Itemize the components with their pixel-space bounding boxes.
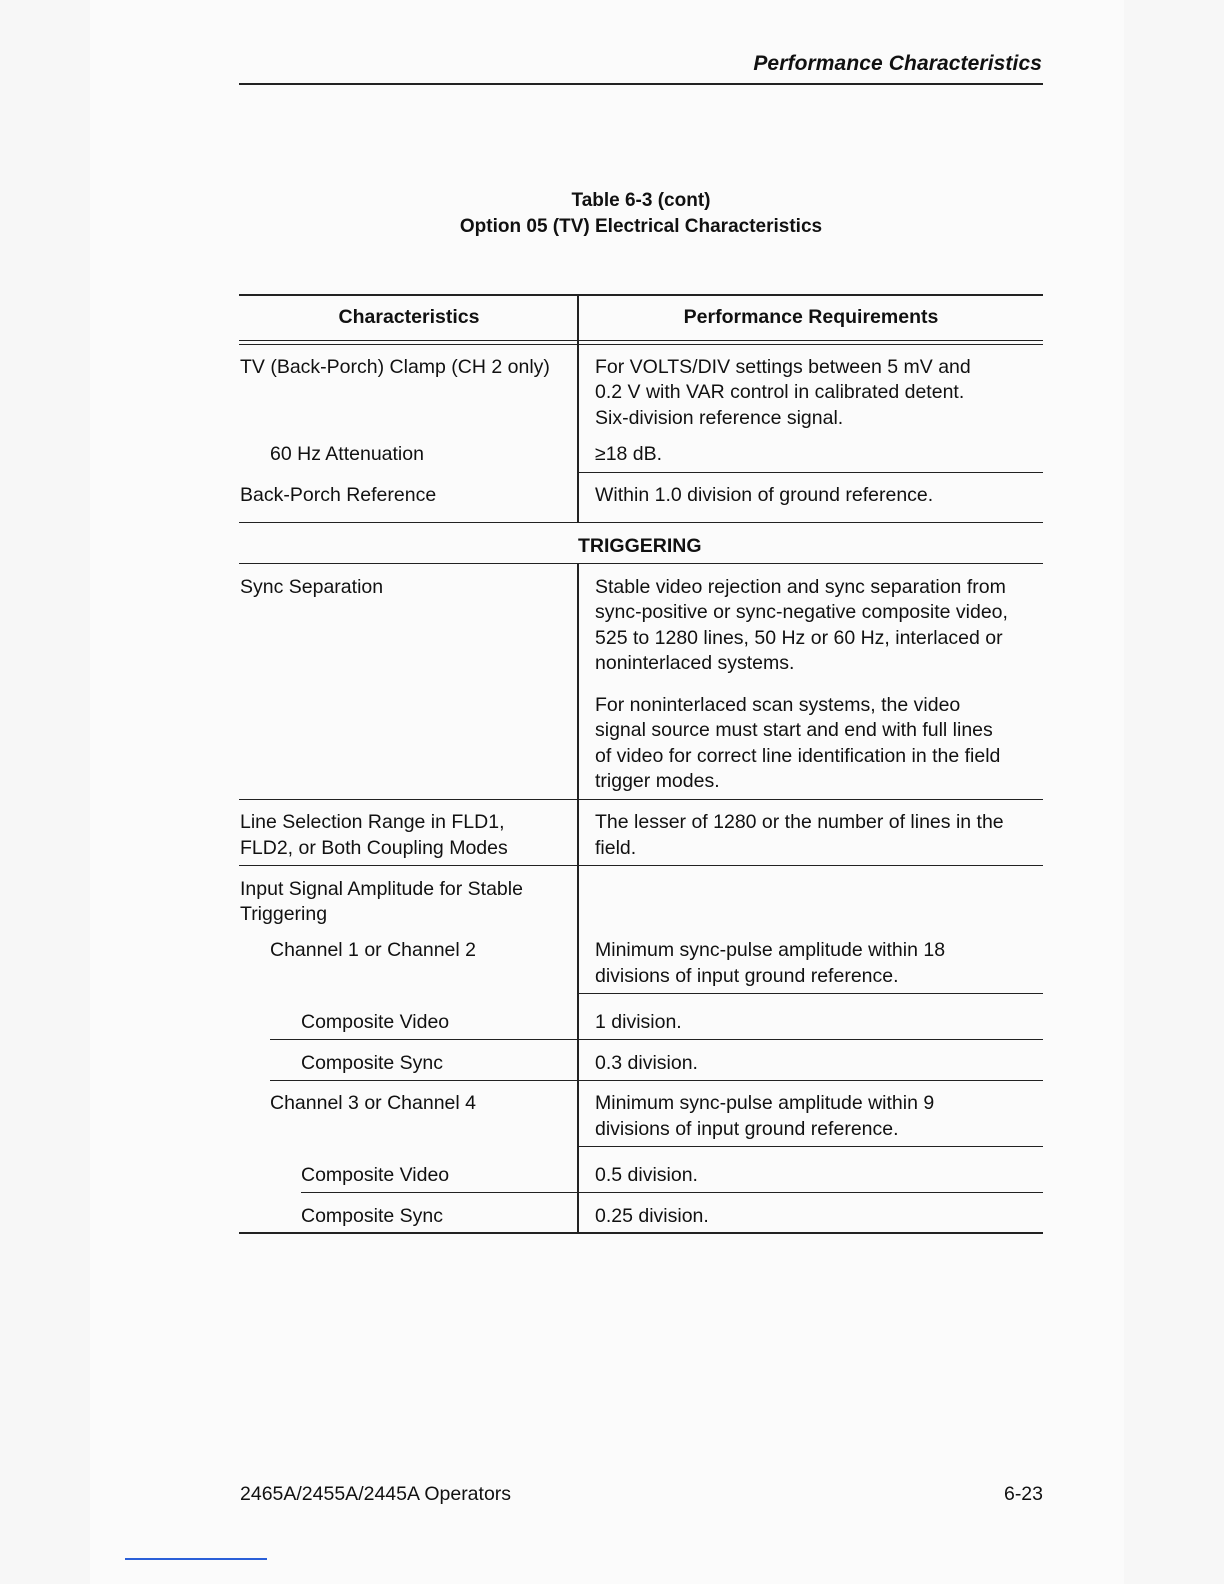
row-rule <box>239 522 1043 523</box>
attenuation-req: ≥18 dB. <box>595 443 663 465</box>
row-rule <box>301 1192 1043 1193</box>
back-porch-label: Back-Porch Reference <box>240 484 437 506</box>
sync-req-p1-line-2: sync-positive or sync-negative composite video, <box>595 601 1008 623</box>
row-rule <box>239 865 1043 866</box>
clamp-req-line-1: For VOLTS/DIV settings between 5 mV and <box>595 356 971 378</box>
input-signal-label-2: Triggering <box>240 903 328 925</box>
header-rule-1 <box>239 340 1043 341</box>
ch34-video-label: Composite Video <box>301 1164 450 1186</box>
sync-req-p1-line-4: noninterlaced systems. <box>595 652 795 674</box>
header-characteristics: Characteristics <box>338 306 480 328</box>
row-rule <box>579 993 1043 994</box>
clamp-label: TV (Back-Porch) Clamp (CH 2 only) <box>240 356 550 378</box>
back-porch-req: Within 1.0 division of ground reference. <box>595 484 934 506</box>
footer-page-number: 6-23 <box>1003 1483 1043 1505</box>
table-caption <box>239 188 1043 240</box>
footer-manual-title: 2465A/2455A/2445A Operators <box>240 1483 512 1505</box>
line-selection-label-1: Line Selection Range in FLD1, <box>240 811 505 833</box>
ch34-req-1: Minimum sync-pulse amplitude within 9 <box>595 1092 935 1114</box>
running-header: Performance Characteristics <box>753 52 1042 75</box>
attenuation-label: 60 Hz Attenuation <box>270 443 424 465</box>
sync-req-p2-line-4: trigger modes. <box>595 770 720 792</box>
ch12-sync-req: 0.3 division. <box>595 1052 698 1074</box>
table-bottom-rule <box>239 1232 1043 1234</box>
sync-req-p2-line-3: of video for correct line identification in the field <box>595 745 1001 767</box>
header-performance-requirements: Performance Requirements <box>683 306 939 328</box>
table-title: Option 05 (TV) Electrical Characteristics <box>459 216 823 237</box>
row-rule <box>579 1146 1043 1147</box>
ch34-video-req: 0.5 division. <box>595 1164 698 1186</box>
header-rule <box>239 83 1043 85</box>
header-rule-2 <box>239 344 1043 345</box>
sync-req-p1-line-3: 525 to 1280 lines, 50 Hz or 60 Hz, interlaced or <box>595 627 1003 649</box>
ch34-label: Channel 3 or Channel 4 <box>270 1092 476 1114</box>
ch12-label: Channel 1 or Channel 2 <box>270 939 476 961</box>
column-divider <box>577 563 579 1233</box>
ch12-req-1: Minimum sync-pulse amplitude within 18 <box>595 939 946 961</box>
sync-req-p1-line-1: Stable video rejection and sync separation from <box>595 576 1006 598</box>
row-rule <box>270 1080 1043 1081</box>
ch34-sync-label: Composite Sync <box>301 1205 443 1227</box>
ch12-req-2: divisions of input ground reference. <box>595 965 899 987</box>
ch34-req-2: divisions of input ground reference. <box>595 1118 899 1140</box>
line-selection-req-2: field. <box>595 837 637 859</box>
ch12-sync-label: Composite Sync <box>301 1052 443 1074</box>
table-top-rule <box>239 294 1043 296</box>
row-rule <box>270 1039 1043 1040</box>
line-selection-req-1: The lesser of 1280 or the number of lines in the <box>595 811 1004 833</box>
sync-req-p2-line-2: signal source must start and end with full lines <box>595 719 993 741</box>
row-rule <box>239 563 1043 564</box>
ch12-video-label: Composite Video <box>301 1011 450 1033</box>
table-number: Table 6-3 (cont) <box>571 190 711 211</box>
ch12-video-req: 1 division. <box>595 1011 682 1033</box>
sync-separation-label: Sync Separation <box>240 576 384 598</box>
sync-req-p2-line-1: For noninterlaced scan systems, the video <box>595 694 961 716</box>
ch34-sync-req: 0.25 division. <box>595 1205 709 1227</box>
clamp-req-line-2: 0.2 V with VAR control in calibrated detent. <box>595 381 965 403</box>
line-selection-label-2: FLD2, or Both Coupling Modes <box>240 837 508 859</box>
scan-artifact-line <box>125 1558 267 1560</box>
row-rule <box>579 472 1043 473</box>
input-signal-label-1: Input Signal Amplitude for Stable <box>240 878 523 900</box>
row-rule <box>239 799 1043 800</box>
section-triggering: TRIGGERING <box>578 535 702 557</box>
clamp-req-line-3: Six-division reference signal. <box>595 407 844 429</box>
